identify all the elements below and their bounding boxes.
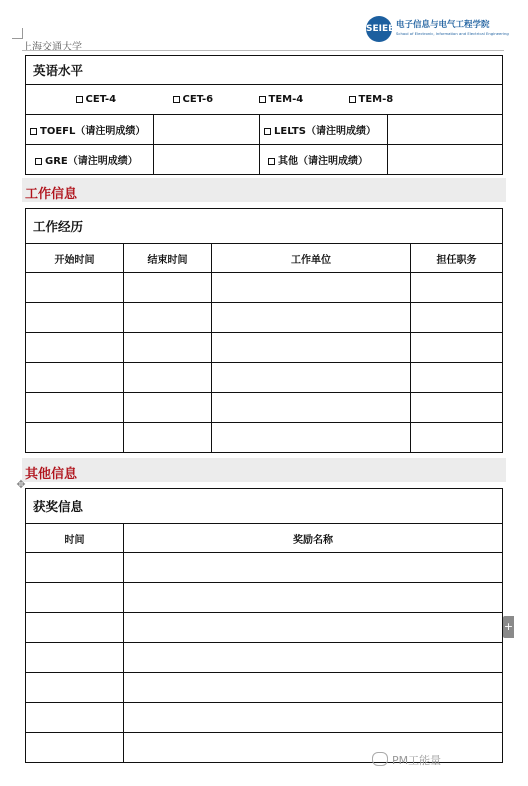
column-header: 开始时间	[26, 244, 124, 273]
table-cell[interactable]	[212, 423, 411, 453]
work-section-bar	[22, 178, 506, 202]
table-cell[interactable]	[26, 613, 124, 643]
table-cell[interactable]	[411, 363, 503, 393]
table-cell[interactable]	[124, 423, 212, 453]
checkbox-icon[interactable]	[259, 96, 266, 103]
table-cell[interactable]	[124, 733, 503, 763]
option-tem4[interactable]	[259, 94, 304, 105]
logo-title-en: School of Electronic, Information and Electrical Engineering	[396, 31, 509, 36]
table-row	[26, 553, 503, 583]
table-cell[interactable]	[26, 583, 124, 613]
table-cell[interactable]	[411, 273, 503, 303]
english-title: 英语水平	[26, 56, 503, 85]
ielts-label[interactable]	[260, 115, 388, 145]
other-section-bar	[22, 458, 506, 482]
school-name: 上海交通大学	[22, 42, 82, 53]
checkbox-icon[interactable]	[30, 128, 37, 135]
watermark-text: PM工能量	[392, 754, 442, 767]
table-row	[26, 273, 503, 303]
other-section-heading: 其他信息	[25, 467, 78, 482]
table-cell[interactable]	[212, 273, 411, 303]
gre-label[interactable]	[26, 145, 154, 175]
watermark	[372, 752, 441, 768]
table-row	[26, 703, 503, 733]
ielts-text: LELTS（请注明成绩）	[274, 126, 376, 137]
column-header: 奖励名称	[124, 524, 503, 553]
wechat-icon	[372, 752, 388, 766]
logo-title-cn: 电子信息与电气工程学院	[396, 20, 490, 30]
table-cell[interactable]	[26, 273, 124, 303]
table-cell[interactable]	[124, 303, 212, 333]
move-handle-icon[interactable]: ✥	[16, 478, 26, 491]
ielts-score-field[interactable]	[388, 115, 503, 145]
english-level-table	[25, 55, 503, 175]
work-header-row	[26, 244, 503, 273]
table-cell[interactable]	[26, 703, 124, 733]
awards-table-title: 获奖信息	[26, 489, 503, 524]
checkbox-icon[interactable]	[268, 158, 275, 165]
option-label: CET-6	[182, 93, 214, 105]
school-logo	[366, 16, 509, 42]
table-cell[interactable]	[124, 703, 503, 733]
table-cell[interactable]	[124, 613, 503, 643]
table-row	[26, 393, 503, 423]
table-cell[interactable]	[212, 393, 411, 423]
table-row	[26, 303, 503, 333]
table-row	[26, 333, 503, 363]
table-cell[interactable]	[26, 333, 124, 363]
column-header: 工作单位	[212, 244, 411, 273]
table-row	[26, 643, 503, 673]
table-cell[interactable]	[26, 643, 124, 673]
checkbox-icon[interactable]	[76, 96, 83, 103]
table-row	[26, 423, 503, 453]
table-cell[interactable]	[26, 423, 124, 453]
checkbox-icon[interactable]	[349, 96, 356, 103]
table-cell[interactable]	[411, 303, 503, 333]
table-cell[interactable]	[26, 363, 124, 393]
toefl-text: TOEFL（请注明成绩）	[40, 126, 146, 137]
plus-icon[interactable]: +	[503, 616, 514, 638]
table-cell[interactable]	[411, 423, 503, 453]
table-cell[interactable]	[124, 333, 212, 363]
option-label: TEM-4	[268, 93, 304, 105]
table-row	[26, 363, 503, 393]
table-cell[interactable]	[212, 303, 411, 333]
option-tem8[interactable]	[349, 94, 394, 105]
option-label: TEM-8	[358, 93, 394, 105]
table-row	[26, 613, 503, 643]
table-cell[interactable]	[26, 733, 124, 763]
table-cell[interactable]	[124, 583, 503, 613]
checkbox-icon[interactable]	[35, 158, 42, 165]
table-row	[26, 583, 503, 613]
work-table-title: 工作经历	[26, 209, 503, 244]
other-score-text: 其他（请注明成绩）	[278, 156, 368, 167]
table-cell[interactable]	[124, 363, 212, 393]
column-header: 时间	[26, 524, 124, 553]
table-cell[interactable]	[26, 303, 124, 333]
column-header: 担任职务	[411, 244, 503, 273]
toefl-score-field[interactable]	[154, 115, 260, 145]
column-header: 结束时间	[124, 244, 212, 273]
logo-mark-icon	[366, 16, 395, 42]
english-options-row	[26, 85, 503, 115]
table-cell[interactable]	[124, 553, 503, 583]
option-cet4[interactable]	[76, 94, 117, 105]
awards-header-row	[26, 524, 503, 553]
option-cet6[interactable]	[173, 94, 214, 105]
work-section-heading: 工作信息	[25, 187, 78, 202]
table-cell[interactable]	[411, 333, 503, 363]
table-cell[interactable]	[212, 363, 411, 393]
table-cell[interactable]	[26, 673, 124, 703]
option-label: CET-4	[85, 93, 117, 105]
checkbox-icon[interactable]	[264, 128, 271, 135]
gre-text: GRE（请注明成绩）	[45, 156, 138, 167]
table-cell[interactable]	[26, 393, 124, 423]
table-row	[26, 673, 503, 703]
table-cell[interactable]	[411, 393, 503, 423]
checkbox-icon[interactable]	[173, 96, 180, 103]
other-score-label[interactable]	[260, 145, 388, 175]
table-cell[interactable]	[124, 673, 503, 703]
work-experience-table	[25, 208, 503, 453]
header-divider	[22, 50, 504, 51]
awards-table	[25, 488, 503, 763]
toefl-label[interactable]	[26, 115, 154, 145]
table-cell[interactable]	[124, 393, 212, 423]
table-cell[interactable]	[124, 273, 212, 303]
other-score-field[interactable]	[388, 145, 503, 175]
table-cell[interactable]	[124, 643, 503, 673]
gre-score-field[interactable]	[154, 145, 260, 175]
table-cell[interactable]	[26, 553, 124, 583]
table-cell[interactable]	[212, 333, 411, 363]
logo-mark-text: SEIEE	[366, 24, 395, 34]
